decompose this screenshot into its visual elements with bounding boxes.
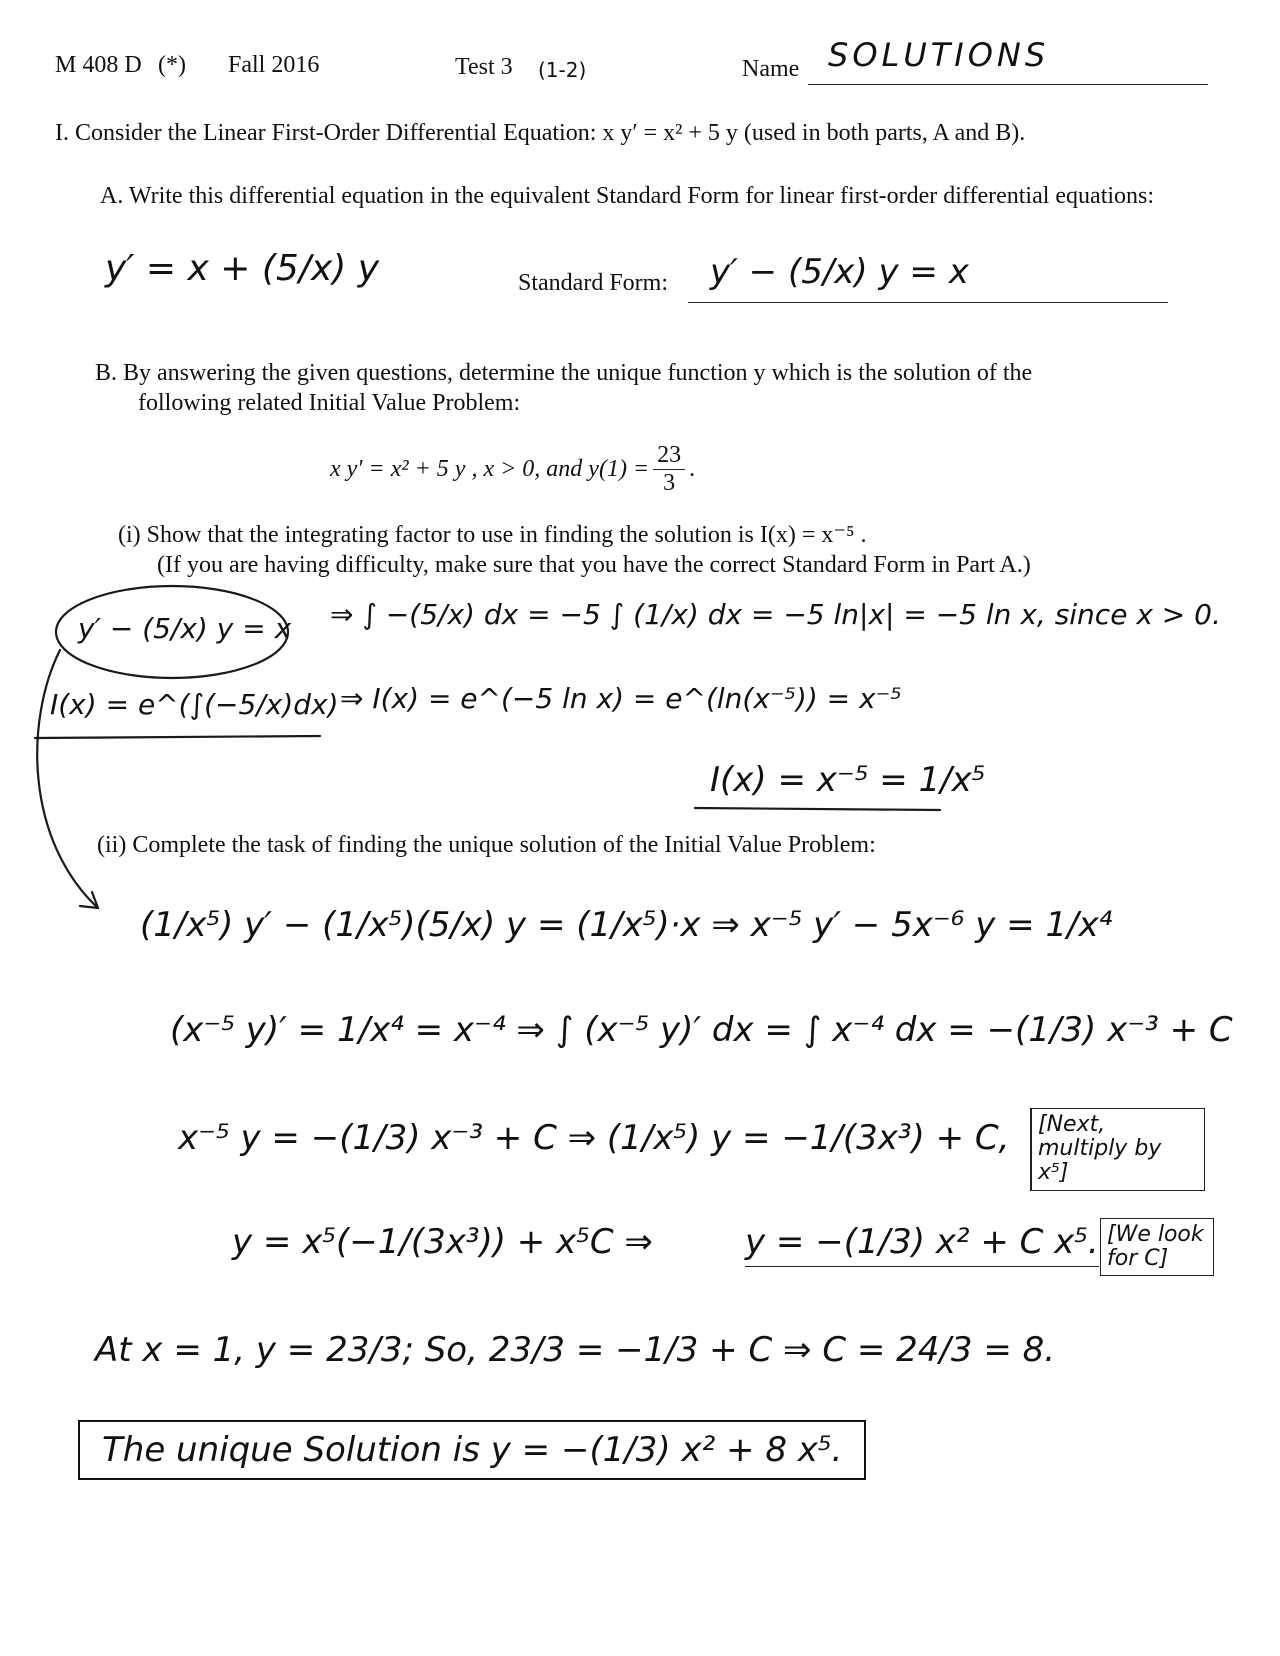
standard-form-line bbox=[688, 250, 1168, 303]
part-b-prompt-2: following related Initial Value Problem: bbox=[138, 390, 521, 416]
integrating-factor-result: I(x) = x⁻⁵ = 1/x⁵ bbox=[710, 760, 986, 800]
part-i-line-2: (If you are having difficulty, make sure that you have the correct Standard Form in Part A.) bbox=[157, 552, 1031, 578]
test-version: (1-2) bbox=[538, 58, 587, 82]
arrow-to-part-ii bbox=[20, 640, 110, 940]
work-integral-line: ⇒ ∫ −(5/x) dx = −5 ∫ (1/x) dx = −5 ln|x| = −5 ln x, since x > 0. bbox=[330, 598, 1221, 631]
term: Fall 2016 bbox=[228, 52, 320, 78]
problem-intro: I. Consider the Linear First-Order Differential Equation: x y′ = x² + 5 y (used in both parts, A and B). bbox=[55, 120, 1026, 146]
ivp-numerator: 23 bbox=[653, 442, 685, 470]
name-label: Name bbox=[742, 56, 800, 82]
result-underline bbox=[690, 800, 950, 820]
circled-standard-form: y′ − (5/x) y = x bbox=[78, 612, 292, 645]
solution-step-4: y = x⁵(−1/(3x³)) + x⁵C ⇒ bbox=[232, 1222, 653, 1262]
ivp-left: x y′ = x² + 5 y , x > 0, and y(1) = bbox=[330, 456, 650, 482]
solution-step-3: x⁻⁵ y = −(1/3) x⁻³ + C ⇒ (1/x⁵) y = −1/(3x³) + C, bbox=[178, 1118, 1010, 1158]
solution-step-5: At x = 1, y = 23/3; So, 23/3 = −1/3 + C ⇒ C = 24/3 = 8. bbox=[95, 1330, 1056, 1370]
final-solution-box: The unique Solution is y = −(1/3) x² + 8 x⁵. bbox=[78, 1420, 866, 1480]
standard-form-label: Standard Form: bbox=[518, 270, 668, 296]
work-exponential-line: ⇒ I(x) = e^(−5 ln x) = e^(ln(x⁻⁵)) = x⁻⁵ bbox=[340, 682, 902, 715]
name-line bbox=[808, 38, 1208, 85]
solution-step-1: (1/x⁵) y′ − (1/x⁵)(5/x) y = (1/x⁵)·x ⇒ x⁻⁵ y′ − 5x⁻⁶ y = 1/x⁴ bbox=[140, 905, 1113, 945]
star-mark: (*) bbox=[158, 52, 186, 78]
standard-form-answer: y′ − (5/x) y = x bbox=[710, 252, 969, 292]
course-code: M 408 D bbox=[55, 52, 142, 78]
ivp-fraction bbox=[653, 442, 685, 497]
part-b-prompt-1: B. By answering the given questions, determine the unique function y which is the solution of the bbox=[95, 360, 1033, 386]
note-look-for-c: [We look for C] bbox=[1100, 1218, 1214, 1276]
integrating-factor-definition: I(x) = e^(∫(−5/x)dx) bbox=[50, 688, 339, 721]
ivp-denominator: 3 bbox=[663, 470, 676, 496]
part-i-line-1: (i) Show that the integrating factor to use in finding the solution is I(x) = x⁻⁵ . bbox=[118, 522, 867, 548]
name-value: SOLUTIONS bbox=[828, 36, 1050, 74]
note-multiply: [Next, multiply by x⁵] bbox=[1030, 1108, 1205, 1191]
solution-step-2: (x⁻⁵ y)′ = 1/x⁴ = x⁻⁴ ⇒ ∫ (x⁻⁵ y)′ dx = ∫ x⁻⁴ dx = −(1/3) x⁻³ + C bbox=[170, 1010, 1233, 1050]
ivp-equation: x y′ = x² + 5 y , x > 0, and y(1) = $\frac{23}{3}$ . bbox=[330, 442, 696, 496]
part-ii-prompt: (ii) Complete the task of finding the unique solution of the Initial Value Problem: bbox=[97, 832, 876, 858]
general-solution: y = −(1/3) x² + C x⁵. bbox=[745, 1222, 1099, 1267]
part-a-work: y′ = x + (5/x) y bbox=[105, 248, 380, 289]
test-label: Test 3 bbox=[455, 54, 513, 80]
part-a-prompt: A. Write this differential equation in the equivalent Standard Form for linear first-order differential equations: bbox=[100, 183, 1155, 209]
